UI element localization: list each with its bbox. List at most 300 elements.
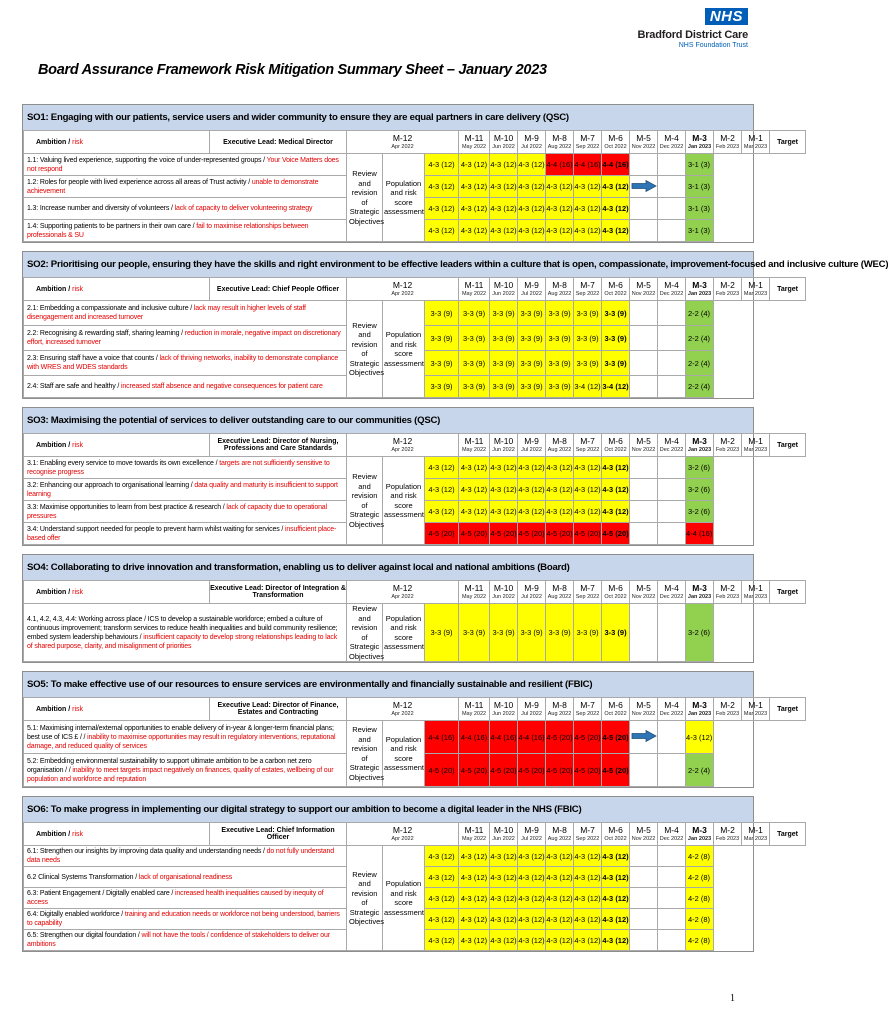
risk-text: lack of capacity to deliver volunteering strategy	[174, 205, 313, 212]
risk-text: reduction in morale, negative impact on discretionary effort, increased turnover	[27, 330, 341, 346]
review-revision-cell: Review and revision of Strategic Objectives	[347, 721, 383, 787]
target-score-cell: 3-2 (6)	[686, 604, 714, 662]
strategic-objective-section	[22, 104, 798, 243]
risk-score-cell: 4-3 (12)	[490, 154, 518, 176]
month-label: M-2	[720, 133, 735, 143]
risk-score-cell: 4-3 (12)	[425, 867, 459, 888]
nhs-logo	[608, 8, 748, 49]
month-date: Aug 2022	[547, 144, 572, 150]
risk-score-cell: 4-3 (12)	[459, 867, 490, 888]
objective-text: 6.3: Patient Engagement / Digitally enabled care	[27, 890, 170, 897]
month-label: M-10	[493, 280, 514, 290]
risk-score-cell: 4-3 (12)	[490, 867, 518, 888]
strategic-objective-section	[22, 407, 798, 546]
month-header	[490, 698, 518, 721]
objective-cell: 6.3: Patient Engagement / Digitally enabled care / increased health inequalities caused by inequity of access	[24, 888, 347, 909]
objective-cell: 6.1: Strengthen our insights by improving data quality and understanding needs / do not fully understand data needs	[24, 846, 347, 867]
risk-score-cell: 4-3 (12)	[574, 867, 602, 888]
month-date: Jun 2022	[492, 291, 515, 297]
month-date: Sep 2022	[575, 836, 600, 842]
empty-month-cell	[658, 888, 686, 909]
objective-text: 4.1, 4.2, 4.3, 4.4: Working across place / ICS to develop a sustainable workforce; embed a culture of continuous improvement; transform services to reduce health inequalities and build community resilience; embed system leadership behaviours	[27, 615, 338, 641]
month-header	[459, 434, 490, 457]
month-header	[459, 131, 490, 154]
target-header: Target	[770, 823, 806, 846]
month-date: Apr 2022	[391, 836, 414, 842]
risk-score-cell: 4-5 (20)	[574, 721, 602, 754]
objective-row	[24, 604, 806, 662]
month-date: Jun 2022	[492, 144, 515, 150]
objective-cell: 5.2: Embedding environmental sustainability to support ultimate ambition to be a carbon net zero organisation / / inability to meet targets impact negatively on finances, quality of estates, wellbeing of our population and workforce and reputation	[24, 754, 347, 787]
risk-score-cell: 3-3 (9)	[490, 604, 518, 662]
month-label: M-10	[493, 133, 514, 143]
risk-score-cell: 4-4 (16)	[602, 154, 630, 176]
month-date: Jan 2023	[687, 291, 712, 297]
month-date: Jul 2022	[521, 447, 542, 453]
month-label: M-2	[720, 825, 735, 835]
month-date: Apr 2022	[391, 144, 414, 150]
risk-score-cell: 4-3 (12)	[490, 846, 518, 867]
month-header	[630, 131, 658, 154]
ambition-label: Ambition	[36, 705, 67, 713]
month-label: M-11	[464, 280, 484, 290]
month-label: M-11	[464, 700, 484, 710]
month-label: M-3	[692, 700, 707, 710]
month-date: Jul 2022	[521, 836, 542, 842]
month-header	[459, 581, 490, 604]
risk-score-cell: 3-3 (9)	[425, 326, 459, 351]
risk-text: do not fully understand data needs	[27, 848, 335, 864]
risk-score-cell: 4-3 (12)	[459, 154, 490, 176]
month-date: May 2022	[461, 594, 487, 600]
objective-text: 5.2: Embedding environmental sustainability to support ultimate ambition to be a carbon net zero organisation /	[27, 757, 312, 774]
risk-label: risk	[72, 830, 84, 838]
month-header	[714, 823, 742, 846]
risk-text: fail to maximise relationships between professionals & SU	[27, 222, 309, 239]
risk-score-cell: 3-3 (9)	[490, 301, 518, 326]
month-label: M-8	[552, 280, 567, 290]
strategic-objective-section	[22, 796, 798, 952]
risk-score-cell: 3-3 (9)	[546, 326, 574, 351]
objective-text: 3.1: Enabling every service to move towards its own excellence	[27, 459, 214, 467]
review-revision-cell: Review and revision of Strategic Objectives	[347, 846, 383, 951]
risk-score-cell: 4-5 (20)	[518, 523, 546, 545]
month-header	[546, 698, 574, 721]
month-date: Mar 2023	[743, 711, 768, 717]
risk-score-cell: 3-3 (9)	[490, 351, 518, 376]
risk-score-cell: 4-5 (20)	[602, 721, 630, 754]
risk-score-cell: 4-3 (12)	[490, 909, 518, 930]
empty-month-cell	[658, 457, 686, 479]
risk-score-cell: 4-3 (12)	[425, 930, 459, 951]
objective-header: SO3: Maximising the potential of services to deliver outstanding care to our communities (QSC)	[23, 408, 753, 433]
month-label: M-10	[493, 825, 514, 835]
risk-score-cell: 4-3 (12)	[574, 909, 602, 930]
month-date: Oct 2022	[604, 447, 627, 453]
empty-month-cell	[658, 220, 686, 242]
month-date: Oct 2022	[604, 594, 627, 600]
ambition-risk-header: Ambition / risk	[24, 581, 210, 604]
month-date: May 2022	[461, 836, 487, 842]
risk-score-cell: 4-3 (12)	[602, 867, 630, 888]
month-header	[574, 434, 602, 457]
month-header	[602, 131, 630, 154]
risk-score-table	[23, 580, 806, 662]
objective-text: 2.2: Recognising & rewarding staff, sharing learning	[27, 330, 180, 337]
risk-score-cell: 4-3 (12)	[459, 501, 490, 523]
risk-score-cell: 3-3 (9)	[546, 351, 574, 376]
objective-cell: 2.3: Ensuring staff have a voice that counts / lack of thriving networks, inability to demonstrate compliance with WRES and WDES standards	[24, 351, 347, 376]
objective-cell: 6.2 Clinical Systems Transformation / lack of organisational readiness	[24, 867, 347, 888]
month-header	[658, 581, 686, 604]
risk-score-cell: 3-3 (9)	[425, 351, 459, 376]
objective-text: 1.3: Increase number and diversity of volunteers	[27, 205, 170, 212]
month-header	[630, 434, 658, 457]
month-label: M-8	[552, 825, 567, 835]
risk-label: risk	[72, 588, 84, 596]
risk-score-cell: 3-3 (9)	[490, 376, 518, 398]
ambition-risk-header: Ambition / risk	[24, 131, 210, 154]
ambition-label: Ambition	[36, 285, 67, 293]
month-label: M-6	[608, 700, 623, 710]
risk-score-cell: 4-3 (12)	[490, 220, 518, 242]
objective-header: SO1: Engaging with our patients, service users and wider community to ensure they are equal partners in care delivery (QSC)	[23, 105, 753, 130]
risk-score-cell: 4-5 (20)	[459, 754, 490, 787]
empty-month-cell	[658, 721, 686, 754]
month-label: M-5	[636, 280, 651, 290]
risk-score-cell: 3-3 (9)	[459, 351, 490, 376]
risk-score-cell: 4-3 (12)	[425, 909, 459, 930]
month-date: Feb 2023	[715, 447, 740, 453]
risk-score-cell: 4-3 (12)	[425, 198, 459, 220]
objective-text: 3.3: Maximise opportunities to learn from best practice & research	[27, 503, 221, 511]
month-header	[574, 698, 602, 721]
risk-score-cell: 4-3 (12)	[518, 198, 546, 220]
objective-header: SO6: To make progress in implementing our digital strategy to support our ambition to become a digital leader in the NHS (FBIC)	[23, 797, 753, 822]
target-score-cell: 3-1 (3)	[686, 198, 714, 220]
risk-score-cell: 3-3 (9)	[518, 376, 546, 398]
empty-month-cell	[630, 867, 658, 888]
month-date: May 2022	[461, 144, 487, 150]
objective-row	[24, 154, 806, 176]
month-header	[658, 823, 686, 846]
month-header	[742, 131, 770, 154]
risk-score-cell: 4-3 (12)	[490, 479, 518, 501]
population-assessment-cell: Population and risk score assessment	[383, 721, 425, 787]
risk-score-cell: 3-3 (9)	[546, 376, 574, 398]
risk-score-cell: 4-3 (12)	[574, 176, 602, 198]
risk-score-cell: 4-3 (12)	[546, 176, 574, 198]
objective-cell: 2.4: Staff are safe and healthy / increased staff absence and negative consequences for patient care	[24, 376, 347, 398]
trend-arrow-icon	[631, 180, 657, 192]
month-header	[459, 278, 490, 301]
column-header-row	[24, 698, 806, 721]
empty-month-cell	[630, 846, 658, 867]
month-header	[714, 278, 742, 301]
empty-month-cell	[658, 154, 686, 176]
risk-score-cell: 3-4 (12)	[602, 376, 630, 398]
month-label: M-7	[580, 825, 595, 835]
empty-month-cell	[658, 523, 686, 545]
risk-score-cell: 4-3 (12)	[574, 457, 602, 479]
target-score-cell: 4-2 (8)	[686, 930, 714, 951]
objective-text: 1.2: Roles for people with lived experience across all areas of Trust activity	[27, 178, 247, 186]
month-header	[546, 823, 574, 846]
objective-text: 3.2: Enhancing our approach to organisational learning	[27, 481, 189, 489]
objective-cell: 3.1: Enabling every service to move towards its own excellence / targets are not sufficiently sensitive to recognise progress	[24, 457, 347, 479]
risk-score-cell: 4-3 (12)	[574, 846, 602, 867]
risk-score-cell: 4-3 (12)	[425, 846, 459, 867]
objective-cell: 1.4: Supporting patients to be partners in their own care / fail to maximise relationships between professionals & SU	[24, 220, 347, 242]
risk-score-cell: 3-3 (9)	[459, 326, 490, 351]
risk-score-cell: 4-5 (20)	[574, 754, 602, 787]
population-assessment-cell: Population and risk score assessment	[383, 301, 425, 398]
objective-cell: 3.4: Understand support needed for people to prevent harm whilst waiting for services / insufficient place-based offer	[24, 523, 347, 545]
nhs-badge: NHS	[705, 8, 748, 25]
objective-row	[24, 846, 806, 867]
month-date: Jan 2023	[687, 447, 712, 453]
review-revision-cell: Review and revision of Strategic Objectives	[347, 301, 383, 398]
risk-score-cell: 3-3 (9)	[602, 604, 630, 662]
month-header	[686, 434, 714, 457]
risk-score-cell: 4-3 (12)	[546, 501, 574, 523]
risk-label: risk	[72, 705, 84, 713]
month-header	[347, 131, 459, 154]
target-score-cell: 3-1 (3)	[686, 154, 714, 176]
month-date: Feb 2023	[715, 711, 740, 717]
risk-score-cell: 3-3 (9)	[425, 301, 459, 326]
risk-score-cell: 3-3 (9)	[602, 326, 630, 351]
month-date: Mar 2023	[743, 447, 768, 453]
ambition-risk-header: Ambition / risk	[24, 823, 210, 846]
month-date: Jul 2022	[521, 711, 542, 717]
risk-score-cell: 3-3 (9)	[574, 301, 602, 326]
risk-label: risk	[72, 441, 84, 449]
month-date: Oct 2022	[604, 836, 627, 842]
risk-score-cell: 4-3 (12)	[546, 909, 574, 930]
risk-score-cell: 4-3 (12)	[574, 888, 602, 909]
month-header	[459, 823, 490, 846]
month-label: M-4	[664, 825, 679, 835]
month-label: M-6	[608, 825, 623, 835]
month-header	[602, 823, 630, 846]
risk-score-cell: 4-3 (12)	[602, 930, 630, 951]
risk-score-cell: 4-3 (12)	[459, 909, 490, 930]
executive-lead: Executive Lead: Director of Finance, Estates and Contracting	[210, 698, 347, 721]
risk-score-table	[23, 822, 806, 951]
month-date: Feb 2023	[715, 836, 740, 842]
risk-score-cell: 4-3 (12)	[518, 220, 546, 242]
risk-score-cell: 4-3 (12)	[546, 457, 574, 479]
target-score-cell: 2-2 (4)	[686, 351, 714, 376]
objective-text: 6.4: Digitally enabled workforce	[27, 911, 120, 918]
month-header	[742, 698, 770, 721]
risk-text: will not have the tools / confidence of stakeholders to deliver our ambitions	[27, 932, 330, 948]
empty-month-cell	[658, 176, 686, 198]
risk-score-cell: 4-3 (12)	[425, 479, 459, 501]
month-header	[742, 278, 770, 301]
risk-score-cell: 4-5 (20)	[459, 523, 490, 545]
empty-month-cell	[630, 501, 658, 523]
month-date: Apr 2022	[391, 594, 414, 600]
month-label: M-1	[748, 825, 763, 835]
risk-score-cell: 4-3 (12)	[425, 457, 459, 479]
month-label: M-2	[720, 436, 735, 446]
target-score-cell: 4-2 (8)	[686, 867, 714, 888]
month-label: M-8	[552, 583, 567, 593]
month-label: M-12	[392, 133, 413, 143]
risk-score-cell: 3-3 (9)	[546, 604, 574, 662]
target-score-cell: 2-2 (4)	[686, 301, 714, 326]
trend-arrow-icon	[631, 730, 657, 742]
empty-month-cell	[658, 301, 686, 326]
empty-month-cell	[658, 198, 686, 220]
month-label: M-7	[580, 133, 595, 143]
month-date: Feb 2023	[715, 144, 740, 150]
risk-score-cell: 4-3 (12)	[459, 220, 490, 242]
risk-score-cell: 4-3 (12)	[490, 457, 518, 479]
risk-score-cell: 4-3 (12)	[518, 909, 546, 930]
target-score-cell: 2-2 (4)	[686, 376, 714, 398]
empty-month-cell	[630, 351, 658, 376]
month-label: M-5	[636, 700, 651, 710]
objective-row	[24, 301, 806, 326]
objective-text: 2.1: Embedding a compassionate and inclusive culture	[27, 305, 189, 312]
risk-score-cell: 4-3 (12)	[518, 501, 546, 523]
month-header	[574, 131, 602, 154]
risk-score-cell: 4-3 (12)	[574, 220, 602, 242]
month-header	[686, 823, 714, 846]
month-header	[546, 278, 574, 301]
month-date: Jun 2022	[492, 447, 515, 453]
objective-row	[24, 457, 806, 479]
empty-month-cell	[630, 604, 658, 662]
empty-month-cell	[658, 846, 686, 867]
risk-score-cell: 4-3 (12)	[602, 479, 630, 501]
month-label: M-6	[608, 436, 623, 446]
month-header	[574, 823, 602, 846]
ambition-label: Ambition	[36, 588, 67, 596]
risk-score-cell: 3-3 (9)	[518, 604, 546, 662]
month-label: M-1	[748, 280, 763, 290]
month-header	[490, 581, 518, 604]
risk-score-table	[23, 697, 806, 787]
risk-score-cell: 3-3 (9)	[459, 301, 490, 326]
month-label: M-11	[464, 825, 484, 835]
risk-score-cell: 4-3 (12)	[546, 846, 574, 867]
strategic-objective-section	[22, 251, 888, 399]
target-score-cell: 3-1 (3)	[686, 220, 714, 242]
month-header	[742, 581, 770, 604]
month-label: M-8	[552, 133, 567, 143]
column-header-row	[24, 434, 806, 457]
month-label: M-6	[608, 133, 623, 143]
risk-score-cell: 4-3 (12)	[574, 479, 602, 501]
month-label: M-2	[720, 280, 735, 290]
risk-text: lack of capacity due to operational pressures	[27, 503, 327, 520]
month-date: Nov 2022	[631, 447, 656, 453]
month-date: Feb 2023	[715, 594, 740, 600]
objective-text: 6.5: Strengthen our digital foundation	[27, 932, 137, 939]
month-date: May 2022	[461, 447, 487, 453]
risk-score-cell: 4-3 (12)	[425, 501, 459, 523]
month-date: Jul 2022	[521, 594, 542, 600]
column-header-row	[24, 581, 806, 604]
risk-score-cell: 4-5 (20)	[602, 523, 630, 545]
risk-score-cell: 3-3 (9)	[490, 326, 518, 351]
empty-month-cell	[658, 501, 686, 523]
month-header	[347, 698, 459, 721]
month-date: Oct 2022	[604, 144, 627, 150]
objective-cell: 5.1: Maximising internal/external opportunities to enable delivery of in-year & longer-term financial plans; best use of ICS £ / / inability to maximise opportunities may result in regulatory interventions, reputational damage, and reduced quality of services	[24, 721, 347, 754]
risk-score-cell: 4-3 (12)	[518, 930, 546, 951]
risk-text: lack may result in higher levels of staff disengagement and increased turnover	[27, 305, 306, 321]
risk-score-cell: 4-3 (12)	[518, 176, 546, 198]
month-header	[518, 823, 546, 846]
risk-score-cell: 3-3 (9)	[518, 301, 546, 326]
risk-score-cell: 4-3 (12)	[425, 176, 459, 198]
risk-score-cell: 4-3 (12)	[490, 198, 518, 220]
objective-header: SO5: To make effective use of our resources to ensure services are environmentally and financially sustainable and resilient (FBIC)	[23, 672, 753, 697]
month-header	[574, 278, 602, 301]
month-date: Feb 2023	[715, 291, 740, 297]
risk-score-cell: 3-3 (9)	[425, 604, 459, 662]
risk-score-cell: 4-4 (16)	[425, 721, 459, 754]
objective-row	[24, 721, 806, 754]
month-header	[518, 278, 546, 301]
risk-text: inability to meet targets impact negatively on finances, quality of estates, wellbeing of our population and workforce and reputation	[27, 766, 334, 783]
month-label: M-5	[636, 436, 651, 446]
risk-score-cell: 4-3 (12)	[602, 846, 630, 867]
risk-score-cell: 3-4 (12)	[574, 376, 602, 398]
month-date: Dec 2022	[659, 144, 684, 150]
month-date: Dec 2022	[659, 447, 684, 453]
month-header	[602, 581, 630, 604]
month-date: Jun 2022	[492, 711, 515, 717]
risk-score-cell: 4-3 (12)	[518, 457, 546, 479]
empty-month-cell	[630, 326, 658, 351]
risk-score-cell: 4-5 (20)	[602, 754, 630, 787]
month-date: Apr 2022	[391, 447, 414, 453]
risk-score-cell: 3-3 (9)	[574, 604, 602, 662]
month-header	[347, 581, 459, 604]
month-label: M-11	[464, 133, 484, 143]
risk-label: risk	[72, 285, 84, 293]
risk-score-cell: 4-3 (12)	[490, 176, 518, 198]
month-header	[347, 434, 459, 457]
empty-month-cell	[630, 376, 658, 398]
month-date: Jan 2023	[687, 144, 712, 150]
month-header	[630, 823, 658, 846]
objective-cell: 1.2: Roles for people with lived experience across all areas of Trust activity / unable to demonstrate achievement	[24, 176, 347, 198]
target-score-cell: 4-2 (8)	[686, 888, 714, 909]
month-date: Sep 2022	[575, 144, 600, 150]
risk-score-cell: 4-3 (12)	[490, 501, 518, 523]
month-header	[518, 581, 546, 604]
month-date: Nov 2022	[631, 144, 656, 150]
month-header	[714, 581, 742, 604]
risk-score-cell: 4-3 (12)	[459, 176, 490, 198]
risk-score-cell: 4-3 (12)	[574, 501, 602, 523]
risk-score-cell: 4-3 (12)	[602, 176, 630, 198]
month-header	[490, 434, 518, 457]
month-header	[686, 278, 714, 301]
month-date: Dec 2022	[659, 836, 684, 842]
target-score-cell: 4-4 (16)	[686, 523, 714, 545]
month-date: Nov 2022	[631, 594, 656, 600]
risk-score-cell: 3-3 (9)	[602, 351, 630, 376]
month-label: M-6	[608, 280, 623, 290]
